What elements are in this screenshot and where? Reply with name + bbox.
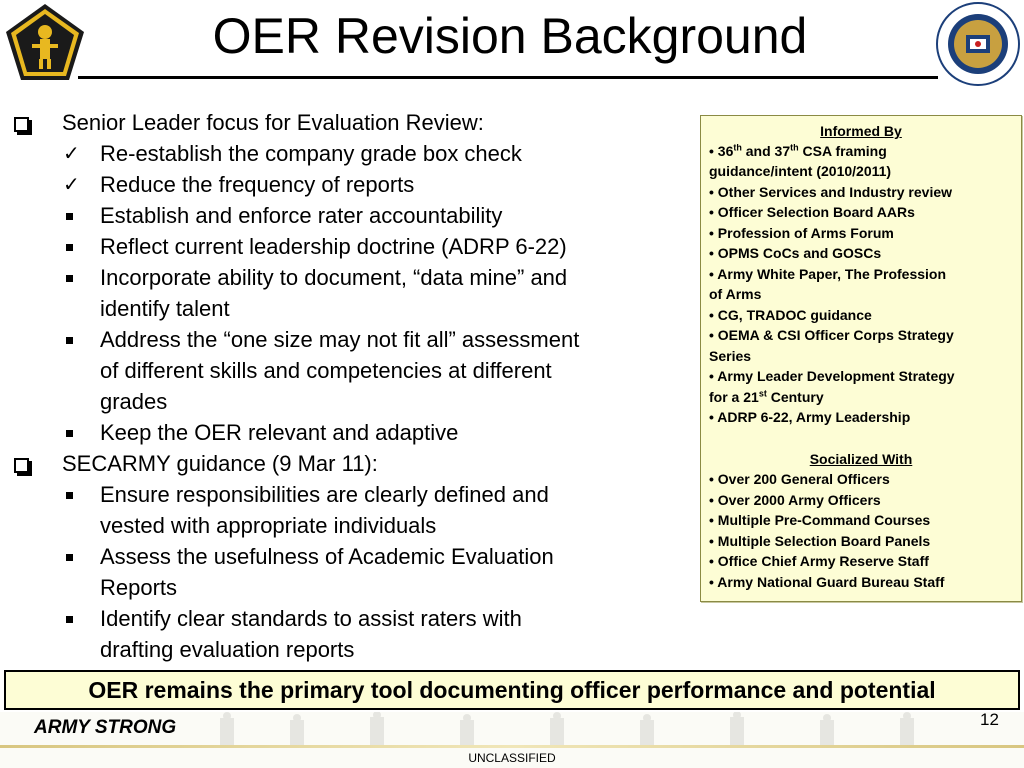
page-title: OER Revision Background	[212, 8, 808, 64]
panel-row: • Office Chief Army Reserve Staff	[709, 553, 929, 569]
list-item: Identify clear standards to assist raters with	[100, 604, 522, 634]
panel-row: Series	[709, 348, 752, 364]
panel-row: • Multiple Pre-Command Courses	[709, 512, 931, 528]
panel-row: • Army Leader Development Strategy	[709, 368, 955, 384]
square-bullet-icon	[66, 492, 73, 499]
square-bullet-icon	[66, 616, 73, 623]
square-bullet-icon	[66, 337, 73, 344]
page-number: 12	[980, 710, 999, 729]
list-item: Address the “one size may not fit all” assessment	[100, 325, 579, 355]
square-bullet-icon	[66, 430, 73, 437]
panel-row: • ADRP 6-22, Army Leadership	[709, 409, 911, 425]
list-item: Keep the OER relevant and adaptive	[100, 418, 458, 448]
panel-row: • Other Services and Industry review	[709, 184, 953, 200]
panel-row: for a 21st Century	[709, 388, 824, 405]
panel-row: • Officer Selection Board AARs	[709, 204, 915, 220]
square-bullet-icon	[14, 458, 29, 473]
army-emblem-icon	[4, 2, 86, 84]
panel-row: • Over 200 General Officers	[709, 471, 890, 487]
panel-row: • 36th and 37th CSA framing	[709, 142, 887, 159]
list-item-continuation: Reports	[100, 575, 178, 600]
key-message-banner: OER remains the primary tool documenting officer performance and potential	[4, 670, 1020, 710]
army-strong-tagline: ARMY STRONG	[34, 717, 177, 738]
square-bullet-icon	[14, 117, 29, 132]
socialized-with-heading: Socialized With	[809, 451, 913, 467]
checkmark-icon: ✓	[63, 143, 80, 165]
panel-row: • Profession of Arms Forum	[709, 225, 894, 241]
list-item: SECARMY guidance (9 Mar 11):	[62, 449, 378, 479]
square-bullet-icon	[66, 275, 73, 282]
square-bullet-icon	[66, 244, 73, 251]
list-item-continuation: vested with appropriate individuals	[100, 513, 437, 538]
list-item-continuation: drafting evaluation reports	[100, 637, 355, 662]
informed-by-panel	[700, 115, 1022, 602]
square-bullet-icon	[66, 213, 73, 220]
square-bullet-icon	[66, 554, 73, 561]
soldiers-silhouette-icon	[200, 712, 960, 746]
panel-row: • Multiple Selection Board Panels	[709, 533, 931, 549]
classification-label: UNCLASSIFIED	[468, 751, 556, 765]
list-item: Establish and enforce rater accountability	[100, 201, 502, 231]
list-item-continuation: of different skills and competencies at different	[100, 358, 552, 383]
list-item: Assess the usefulness of Academic Evaluation	[100, 542, 554, 572]
list-item: ✓ Re-establish the company grade box check	[100, 139, 522, 169]
panel-row: • Army White Paper, The Profession	[709, 266, 947, 282]
list-item-continuation: identify talent	[100, 296, 230, 321]
list-item: Ensure responsibilities are clearly defined and	[100, 480, 549, 510]
panel-row: • OPMS CoCs and GOSCs	[709, 245, 882, 261]
panel-row: • CG, TRADOC guidance	[709, 307, 872, 323]
checkmark-icon: ✓	[63, 174, 80, 196]
panel-row: guidance/intent (2010/2011)	[709, 163, 892, 179]
list-item-continuation: grades	[100, 389, 168, 414]
list-item: ✓ Reduce the frequency of reports	[100, 170, 414, 200]
panel-row: • Army National Guard Bureau Staff	[709, 574, 945, 590]
list-item: Incorporate ability to document, “data mine” and	[100, 263, 567, 293]
list-item: Senior Leader focus for Evaluation Review:	[62, 108, 484, 138]
footer-divider	[0, 745, 1024, 748]
informed-by-heading: Informed By	[820, 123, 902, 139]
human-resources-command-seal-icon	[936, 2, 1020, 86]
title-divider	[78, 76, 938, 79]
panel-row: • Over 2000 Army Officers	[709, 492, 881, 508]
panel-row: of Arms	[709, 286, 762, 302]
panel-row: • OEMA & CSI Officer Corps Strategy	[709, 327, 954, 343]
list-item: Reflect current leadership doctrine (ADRP 6-22)	[100, 232, 567, 262]
